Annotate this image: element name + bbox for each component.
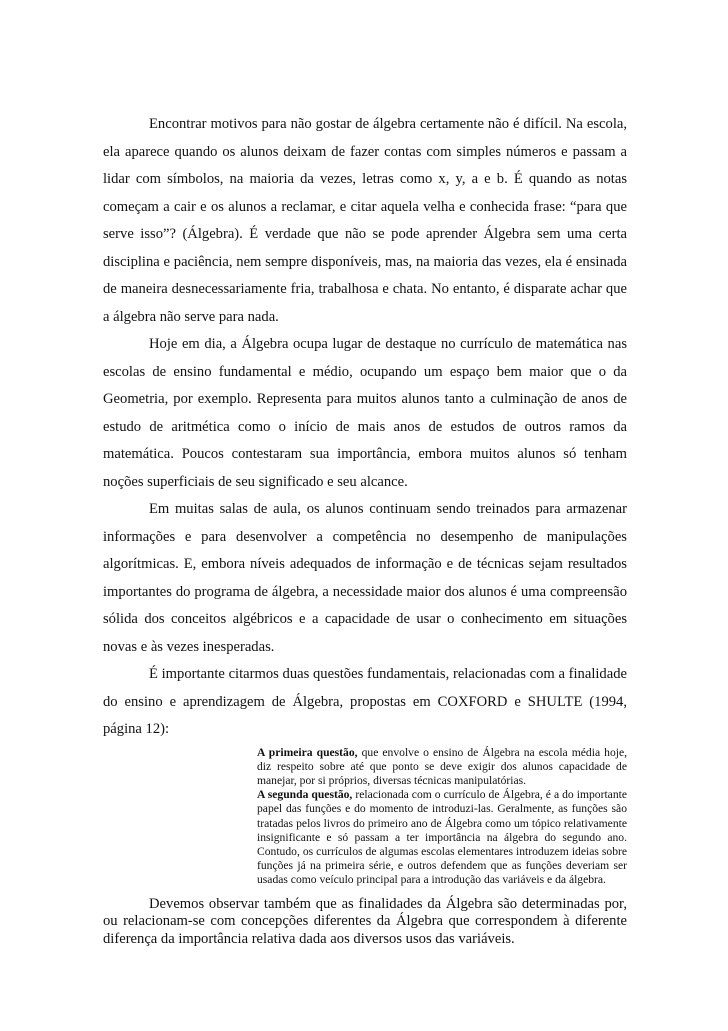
quote-first-question (257, 746, 627, 789)
paragraph-1: Encontrar motivos para não gostar de álgebra certamente não é difícil. Na escola, ela aparece quando os alunos deixam de fazer contas com simples números e passam a lidar com símbolos, na maioria da vezes, letras como x, y, a e b. É quando as notas começam a cair e os alunos a reclamar, e citar aquela velha e conhecida frase: “para que serve isso”? (Álgebra). É verdade que não se pode aprender Álgebra sem uma certa disciplina e paciência, nem sempre disponíveis, mas, na maioria das vezes, ela é ensinada de maneira desnecessariamente fria, trabalhosa e chata. No entanto, é disparate achar que a álgebra não serve para nada. (103, 116, 627, 325)
block-quote (257, 746, 627, 888)
quote-second-question (257, 788, 627, 887)
document-page (103, 111, 627, 948)
quote-first-question-text: que envolve o ensino de Álgebra na escola média hoje, diz respeito sobre até que ponto se deve exigir dos alunos capacidade de manejar, por si próprios, diversas técnicas manipulatórias. (257, 745, 628, 787)
final-paragraph: Devemos observar também que as finalidades da Álgebra são determinadas por, ou relacionam-se com concepções diferentes da Álgebra que correspondem à diferente diferença da importância relativa dada aos diversos usos das variáveis. (103, 895, 627, 947)
paragraph-3: Em muitas salas de aula, os alunos continuam sendo treinados para armazenar informações e para desenvolver a competência no desempenho de manipulações algorítmicas. E, embora níveis adequados de informação e de técnicas sejam resultados importantes do programa de álgebra, a necessidade maior dos alunos é uma compreensão sólida dos conceitos algébricos e a capacidade de usar o conhecimento em situações novas e às vezes inesperadas. (103, 501, 627, 655)
paragraph-4: É importante citarmos duas questões fundamentais, relacionadas com a finalidade do ensino e aprendizagem de Álgebra, propostas em COXFORD e SHULTE (1994, página 12): (103, 666, 627, 737)
quote-first-question-lead: A primeira questão, (257, 745, 358, 759)
quote-second-question-text: relacionada com o currículo de Álgebra, é a do importante papel das funções e do momento de introduzi-las. Geralmente, as funções são tratadas pelos livros do primeiro ano de Álgebra como um tópico relativamente insignificante e só passam a ter importância na álgebra do segundo ano. Contudo, os currículos de algumas escolas elementares introduzem ideias sobre funções já na primeira série, e outros defendem que as funções deveriam ser usadas como veículo principal para a introdução das variáveis e da álgebra. (257, 788, 627, 887)
paragraph-2: Hoje em dia, a Álgebra ocupa lugar de destaque no currículo de matemática nas escolas de ensino fundamental e médio, ocupando um espaço bem maior que o da Geometria, por exemplo. Representa para muitos alunos tanto a culminação de anos de estudo de aritmética como o início de mais anos de estudos de outros ramos da matemática. Poucos contestaram sua importância, embora muitos alunos só tenham noções superficiais de seu significado e seu alcance. (103, 336, 627, 490)
quote-second-question-lead: A segunda questão, (257, 788, 353, 802)
